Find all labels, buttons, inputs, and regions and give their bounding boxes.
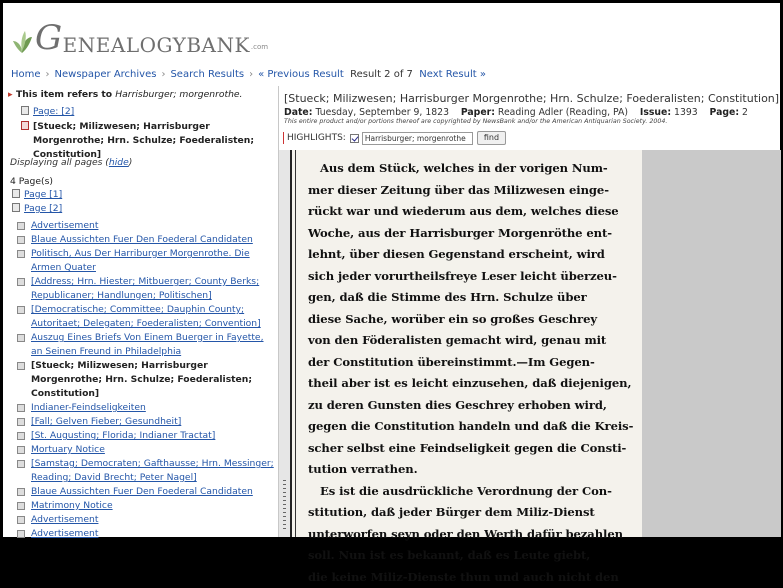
leaf-logo-icon: [11, 29, 33, 55]
breadcrumb-search-results-link[interactable]: Search Results: [170, 69, 244, 80]
copyright-notice: This entire product and/or portions thereof are copyrighted by NewsBank and/or the American Antiquarian Society. 2004.: [284, 118, 667, 125]
refers-to-line: [8, 89, 242, 100]
logo-wordmark: ENEALOGYBANK: [63, 35, 250, 55]
selected-article-title: [Stueck; Milizwesen; Harrisburger Morgenrothe; Hrn. Schulze; Foederalisten; Constitution]: [33, 120, 261, 162]
scan-text-line: gen, daß die Stimme des Hrn. Schulze über: [308, 287, 638, 309]
pages-count: 4 Page(s): [10, 176, 53, 187]
article-checkbox-icon: [17, 488, 25, 496]
article-checkbox-icon: [17, 236, 25, 244]
article-list-item-label[interactable]: Mortuary Notice: [31, 444, 105, 455]
article-panel: [278, 86, 781, 537]
highlights-label: HIGHLIGHTS:: [287, 133, 346, 143]
page-2-link[interactable]: Page: [2]: [33, 106, 74, 117]
scan-text: [308, 158, 638, 588]
divider: [283, 132, 284, 144]
scan-text-line: unterworfen seyn oder den Werth dafür bezahlen: [308, 524, 638, 546]
scan-text-line: Woche, aus der Harrisburger Morgenröthe ent-: [308, 223, 638, 245]
genealogybank-logo[interactable]: [11, 11, 268, 55]
article-checkbox-icon: [17, 460, 25, 468]
article-list-item[interactable]: [17, 247, 275, 275]
article-title: [Stueck; Milizwesen; Harrisburger Morgenrothe; Hrn. Schulze; Foederalisten; Constitution]: [284, 92, 779, 105]
scan-text-line: soll. Nun ist es bekannt, daß es Leute giebt,: [308, 545, 638, 567]
article-list-item[interactable]: [17, 415, 275, 429]
breadcrumb: [11, 69, 486, 80]
newspaper-scan[interactable]: [290, 150, 644, 537]
article-list-item[interactable]: [17, 457, 275, 485]
refers-value: Harrisburger; morgenrothe.: [115, 89, 242, 100]
scan-text-line: tution verrathen.: [308, 459, 638, 481]
article-list-item[interactable]: [17, 219, 275, 233]
article-list-item-label[interactable]: [Address; Hrn. Hiester; Mitbuerger; County Berks; Republicaner; Handlungen; Politischen]: [31, 276, 259, 301]
article-list-item[interactable]: [17, 303, 275, 331]
article-checkbox-icon: [17, 278, 25, 286]
displaying-pages-line: Displaying all pages (hide): [10, 157, 132, 168]
scan-text-line: rückt war und wiederum aus dem, welches diese: [308, 201, 638, 223]
scan-text-line: lehnt, über diesen Gegenstand erscheint, wird: [308, 244, 638, 266]
breadcrumb-separator: ›: [46, 69, 50, 80]
previous-result-link[interactable]: « Previous Result: [258, 69, 344, 80]
article-checkbox-icon: [17, 418, 25, 426]
article-list-item-label[interactable]: Blaue Aussichten Fuer Den Foederal Candidaten: [31, 234, 253, 245]
page-document-icon: [12, 189, 20, 198]
scan-text-line: von den Föderalisten gemacht wird, genau mit: [308, 330, 638, 352]
highlights-bar: [283, 131, 506, 145]
article-list-item[interactable]: [17, 443, 275, 457]
scan-text-line: theil aber ist es leicht einzusehen, daß diejenigen,: [308, 373, 638, 395]
article-list-item[interactable]: [17, 527, 275, 541]
find-button[interactable]: find: [477, 131, 506, 145]
article-checkbox-icon: [17, 446, 25, 454]
scan-text-line: mer dieser Zeitung über das Milizwesen einge-: [308, 180, 638, 202]
sidebar: [3, 86, 275, 537]
page-list-item: [12, 203, 62, 217]
article-list: [17, 219, 275, 541]
article-page: 2: [742, 107, 748, 118]
article-list-item-label[interactable]: [Fall; Gelven Fieber; Gesundheit]: [31, 416, 181, 427]
viewer-background: [642, 150, 781, 537]
article-list-item-label[interactable]: Advertisement: [31, 528, 98, 539]
page-1-link[interactable]: Page [1]: [24, 189, 62, 200]
article-issue: 1393: [674, 107, 698, 118]
refers-label: This item refers to: [16, 89, 112, 100]
scan-text-line: scher selbst eine Feindseligkeit gegen die Consti-: [308, 438, 638, 460]
ruler-ticks: [283, 480, 286, 530]
article-list-item-label[interactable]: Advertisement: [31, 514, 98, 525]
article-list-item-label[interactable]: Blaue Aussichten Fuer Den Foederal Candidaten: [31, 486, 253, 497]
selected-article: [21, 120, 271, 162]
scan-text-line: Aus dem Stück, welches in der vorigen Num-: [308, 158, 638, 180]
scan-text-line: die keine Miliz-Dienste thun und auch nicht den: [308, 567, 638, 588]
article-list-item-label[interactable]: Advertisement: [31, 220, 98, 231]
scan-text-line: sich jeder vorurtheilsfreye Leser leicht überzeu-: [308, 266, 638, 288]
page-link-row: [21, 106, 74, 117]
result-position: Result 2 of 7: [350, 69, 413, 80]
scan-text-line: stitution, daß jeder Bürger dem Miliz-Dienst: [308, 502, 638, 524]
article-checkbox-icon: [17, 502, 25, 510]
page-list-item: [12, 189, 62, 203]
date-label: Date:: [284, 107, 312, 118]
article-checkbox-icon: [17, 362, 25, 370]
issue-label: Issue:: [640, 107, 671, 118]
article-list-item-label: [Stueck; Milizwesen; Harrisburger Morgenrothe; Hrn. Schulze; Foederalisten; Constitution]: [31, 360, 252, 399]
article-checkbox-icon: [17, 306, 25, 314]
breadcrumb-home-link[interactable]: Home: [11, 69, 41, 80]
breadcrumb-separator: ›: [161, 69, 165, 80]
article-document-icon: [21, 121, 29, 130]
article-list-item[interactable]: [17, 429, 275, 443]
page-2-list-link[interactable]: Page [2]: [24, 203, 62, 214]
article-list-item[interactable]: [17, 233, 275, 247]
scan-text-line: gegen die Constitution handeln und daß die Kreis-: [308, 416, 638, 438]
article-checkbox-icon: [17, 222, 25, 230]
article-paper: Reading Adler (Reading, PA): [498, 107, 628, 118]
page-label: Page:: [710, 107, 740, 118]
logo-suffix: .com: [251, 43, 268, 51]
breadcrumb-archives-link[interactable]: Newspaper Archives: [55, 69, 157, 80]
scan-text-line: der Constitution übereinstimmt.—Im Gegen-: [308, 352, 638, 374]
article-list-item[interactable]: [17, 513, 275, 527]
logo-letter-g: G: [35, 21, 63, 55]
article-list-item[interactable]: [17, 275, 275, 303]
article-list-item-label[interactable]: Auszug Eines Briefs Von Einem Buerger in Fayette, an Seinen Freund in Philadelphia: [31, 332, 264, 357]
highlights-checkbox[interactable]: [350, 134, 359, 143]
page-list: [12, 189, 62, 217]
page-image-viewer[interactable]: [279, 150, 781, 537]
article-list-item-label[interactable]: Matrimony Notice: [31, 500, 113, 511]
scan-text-line: zu deren Gunsten dies Geschrey erhoben wird,: [308, 395, 638, 417]
article-list-item: [17, 359, 275, 401]
displaying-label: Displaying all pages: [10, 157, 102, 168]
article-checkbox-icon: [17, 530, 25, 538]
app-frame: [3, 3, 780, 537]
article-list-item[interactable]: [17, 485, 275, 499]
scan-text-line: diese Sache, worüber ein so großes Geschrey: [308, 309, 638, 331]
article-checkbox-icon: [17, 516, 25, 524]
hide-link[interactable]: hide: [109, 157, 129, 168]
article-list-item-label[interactable]: [Democratische; Committee; Dauphin County; Autoritaet; Delegaten; Foederalisten; Convention]: [31, 304, 261, 329]
article-list-item-label[interactable]: Indianer-Feindseligkeiten: [31, 402, 146, 413]
article-checkbox-icon: [17, 432, 25, 440]
article-list-item[interactable]: [17, 331, 275, 359]
paper-label: Paper:: [461, 107, 495, 118]
scan-text-line: Es ist die ausdrückliche Verordnung der Con-: [308, 481, 638, 503]
article-date: Tuesday, September 9, 1823: [315, 107, 449, 118]
triangle-right-icon: ▸: [8, 89, 16, 100]
article-list-item-label[interactable]: [St. Augusting; Florida; Indianer Tractat]: [31, 430, 215, 441]
column-rule: [295, 150, 296, 537]
breadcrumb-separator: ›: [249, 69, 253, 80]
article-checkbox-icon: [17, 404, 25, 412]
article-list-item-label[interactable]: [Samstag; Democraten; Gafthausse; Hrn. Messinger; Reading; David Brecht; Peter Nagel]: [31, 458, 274, 483]
article-checkbox-icon: [17, 250, 25, 258]
highlights-input[interactable]: Harrisburger; morgenrothe: [362, 132, 473, 145]
article-list-item[interactable]: [17, 401, 275, 415]
article-checkbox-icon: [17, 334, 25, 342]
page-document-icon: [12, 203, 20, 212]
article-list-item[interactable]: [17, 499, 275, 513]
page-document-icon: [21, 106, 29, 115]
next-result-link[interactable]: Next Result »: [419, 69, 486, 80]
article-list-item-label[interactable]: Politisch, Aus Der Harriburger Morgenrothe. Die Armen Quater: [31, 248, 250, 273]
article-meta: [284, 107, 748, 118]
